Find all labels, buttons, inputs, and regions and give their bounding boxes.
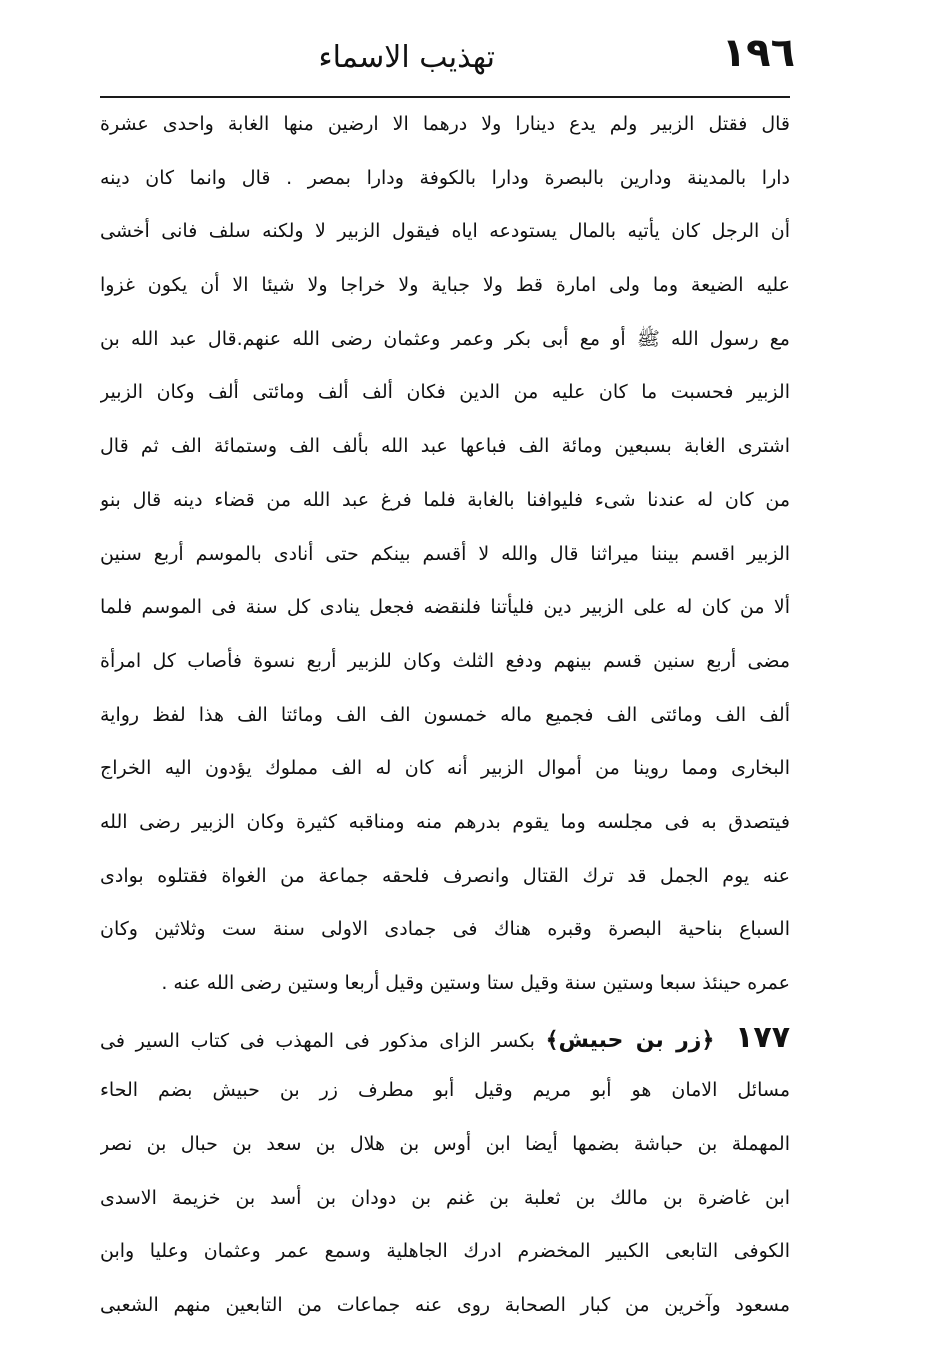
- text-line: المهملة بن حباشة بضمها أيضا ابن أوس بن هلال بن سعد بن حبال بن نصر: [100, 1133, 790, 1156]
- text-line: ألف الف ومائتى الف فجميع ماله خمسون الف الف ومائتا الف هذا لفظ رواية: [100, 703, 790, 726]
- text-line: من كان له عندنا شىء فليوافنا بالغابة فلما فرغ عبد الله من قضاء دينه قال بنو: [100, 488, 790, 511]
- text-line: فيتصدق به فى مجلسه وما يقوم بدرهم منه ومناقبه كثيرة وكان الزبير رضى الله: [100, 810, 790, 833]
- text-line: الكوفى التابعى الكبير المخضرم ادرك الجاهلية وسمع عمر وعثمان وعليا وابن: [100, 1240, 790, 1263]
- text-line: أن الرجل كان يأتيه بالمال يستودعه اياه فيقول الزبير لا ولكنه سلف فانى أخشى: [100, 220, 790, 243]
- text-line: مسائل الامان هو أبو مريم وقيل أبو مطرف زر بن حبيش بضم الحاء: [100, 1079, 790, 1102]
- text-line: مسعود وآخرين من كبار الصحابة روى عنه جماعات من التابعين منهم الشعبى: [100, 1294, 790, 1317]
- main-text: [100, 98, 790, 1333]
- page-header: [95, 28, 795, 88]
- text-line: الزبير فحسبت ما كان عليه من الدين فكان ألف ألف ومائتى ألف وكان الزبير: [100, 381, 790, 404]
- text-line: اشترى الغابة بسبعين ومائة الف فباعها عبد الله بألف الف وستمائة الف ثم قال: [100, 435, 790, 458]
- entry-heading: ﴿زر بن حبيش﴾: [545, 1027, 715, 1053]
- text-line: قال فقتل الزبير ولم يدع دينارا ولا درهما الا ارضين منها الغابة واحدى عشرة: [100, 113, 790, 135]
- text-line: مضى أربع سنين قسم بينهم ودفع الثلث وكان للزبير أربع نسوة فأصاب كل امرأة: [100, 649, 790, 672]
- running-title: تهذيب الاسماء: [318, 40, 495, 75]
- entry-first-text: بكسر الزاى مذكور فى المهذب فى كتاب السير فى: [100, 1029, 535, 1052]
- entry-first-line: [100, 1011, 790, 1065]
- page-number: ١٩٦: [721, 30, 795, 76]
- text-line: دارا بالمدينة ودارين بالبصرة ودارا بالكوفة ودارا بمصر . قال وانما كان دينه: [100, 166, 790, 189]
- text-line: البخارى ومما روينا من أموال الزبير أنه كان له الف مملوك يؤدون اليه الخراج: [100, 757, 790, 780]
- text-line: الزبير اقسم بيننا ميراثنا قال والله لا أقسم بينكم حتى أنادى بالموسم أربع سنين: [100, 542, 790, 565]
- text-line: ألا من كان له على الزبير دين فليأتنا فلنقضه فجعل ينادى كل سنة فى الموسم فلما: [100, 596, 790, 619]
- text-line: مع رسول الله ﷺ أو مع أبى بكر وعمر وعثمان رضى الله عنهم.قال عبد الله بن: [100, 327, 790, 350]
- text-line: عنه يوم الجمل قد ترك القتال وانصرف فلحقه جماعة من الغواة فقتلوه بوادى: [100, 864, 790, 887]
- text-line: عمره حينئذ سبعا وستين سنة وقيل ستا وستين وقيل أربعا وستين رضى الله عنه .: [161, 972, 790, 994]
- text-line: ابن غاضرة بن مالك بن ثعلبة بن غنم بن دودان بن أسد بن خزيمة الاسدى: [100, 1186, 790, 1209]
- entry-number: ١٧٧: [735, 1019, 790, 1055]
- text-line: السباع بناحية البصرة وقبره هناك فى جمادى الاولى سنة ست وثلاثين وكان: [100, 918, 790, 941]
- text-line: عليه الضيعة وما ولى امارة قط ولا جباية ولا خراجا ولا شيئا الا أن يكون غزوا: [100, 274, 790, 297]
